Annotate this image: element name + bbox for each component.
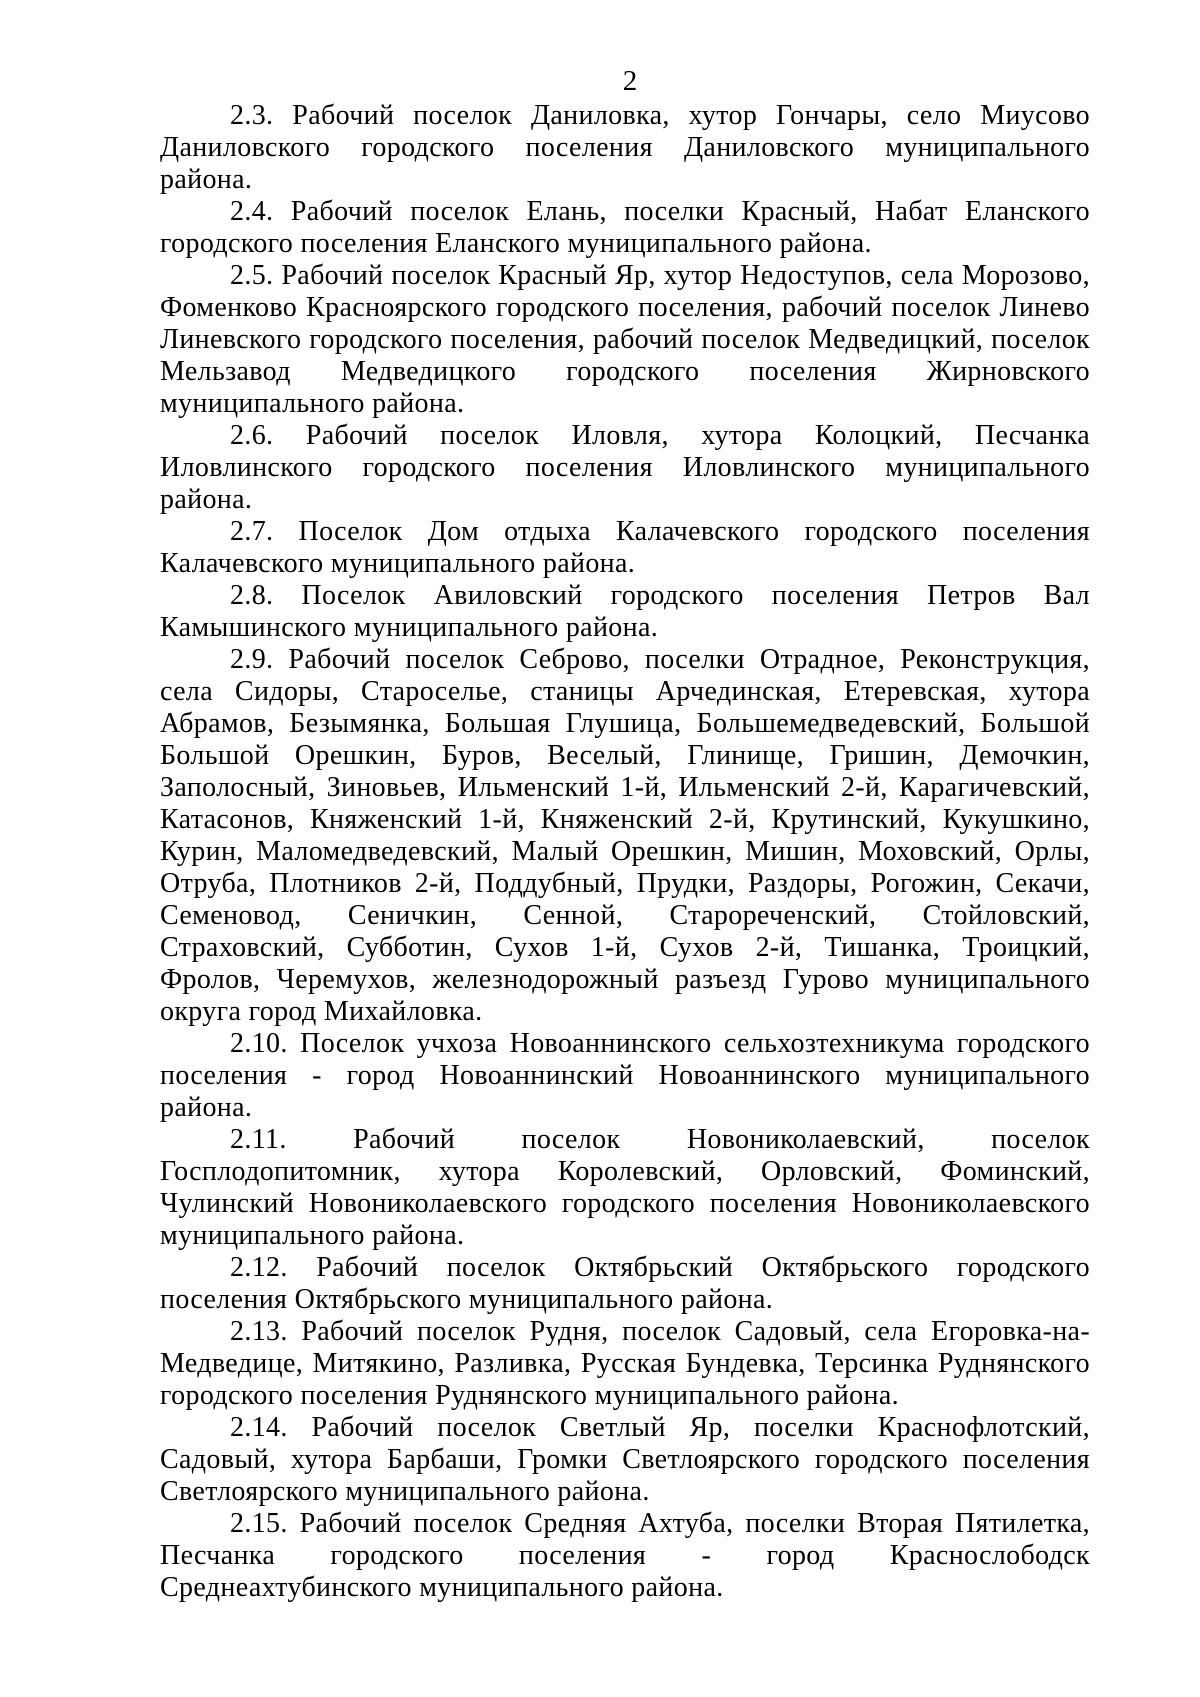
page-number: 2 <box>622 65 638 97</box>
document-body <box>160 100 1090 1604</box>
paragraph-2-7: 2.7. Поселок Дом отдыха Калачевского городского поселения Калачевского муниципального района. <box>160 516 1090 579</box>
paragraph-2-8: 2.8. Поселок Авиловский городского поселения Петров Вал Камышинского муниципального района. <box>160 580 1090 643</box>
paragraph-2-13: 2.13. Рабочий поселок Рудня, поселок Садовый, села Егоровка-на-Медведице, Митякино, Разливка, Русская Бундевка, Терсинка Руднянского городского поселения Руднянского муниципального района. <box>160 1316 1090 1411</box>
paragraph-2-11: 2.11. Рабочий поселок Новониколаевский, поселок Госплодопитомник, хутора Королевский, Орловский, Фоминский, Чулинский Новониколаевского городского поселения Новониколаевского муниципального района. <box>160 1124 1090 1251</box>
paragraph-2-10: 2.10. Поселок учхоза Новоаннинского сельхозтехникума городского поселения - город Новоаннинский Новоаннинского муниципального района. <box>160 1028 1090 1123</box>
paragraph-2-6: 2.6. Рабочий поселок Иловля, хутора Колоцкий, Песчанка Иловлинского городского поселения Иловлинского муниципального района. <box>160 420 1090 515</box>
paragraph-2-9: 2.9. Рабочий поселок Себрово, поселки Отрадное, Реконструкция, села Сидоры, Староселье, станицы Арчединская, Етеревская, хутора Абрамов, Безымянка, Большая Глушица, Большемедведевский, Большой Большой Орешкин, Буров, Веселый, Глинище, Гришин, Демочкин, Заполосный, Зиновьев, Ильменский 1-й, Ильменский 2-й, Карагичевский, Катасонов, Княженский 1-й, Княженский 2-й, Крутинский, Кукушкино, Курин, Маломедведевский, Малый Орешкин, Мишин, Моховский, Орлы, Отруба, Плотников 2-й, Поддубный, Прудки, Раздоры, Рогожин, Секачи, Семеновод, Сеничкин, Сенной, Старореченский, Стойловский, Страховский, Субботин, Сухов 1-й, Сухов 2-й, Тишанка, Троицкий, Фролов, Черемухов, железнодорожный разъезд Гурово муниципального округа город Михайловка. <box>160 644 1090 1027</box>
paragraph-2-4: 2.4. Рабочий поселок Елань, поселки Красный, Набат Еланского городского поселения Еланского муниципального района. <box>160 196 1090 259</box>
paragraph-2-3: 2.3. Рабочий поселок Даниловка, хутор Гончары, село Миусово Даниловского городского поселения Даниловского муниципального района. <box>160 100 1090 195</box>
paragraph-2-5: 2.5. Рабочий поселок Красный Яр, хутор Недоступов, села Морозово, Фоменково Красноярского городского поселения, рабочий поселок Линево Линевского городского поселения, рабочий поселок Медведицкий, поселок Мельзавод Медведицкого городского поселения Жирновского муниципального района. <box>160 260 1090 419</box>
paragraph-2-12: 2.12. Рабочий поселок Октябрьский Октябрьского городского поселения Октябрьского муниципального района. <box>160 1252 1090 1315</box>
paragraph-2-14: 2.14. Рабочий поселок Светлый Яр, поселки Краснофлотский, Садовый, хутора Барбаши, Громки Светлоярского городского поселения Светлоярского муниципального района. <box>160 1412 1090 1507</box>
paragraph-2-15: 2.15. Рабочий поселок Средняя Ахтуба, поселки Вторая Пятилетка, Песчанка городского поселения - город Краснослободск Среднеахтубинского муниципального района. <box>160 1508 1090 1603</box>
